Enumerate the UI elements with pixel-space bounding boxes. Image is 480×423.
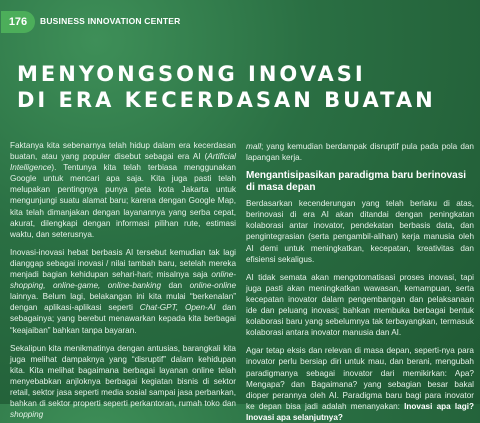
emphasis-text: Artificial Intelligence <box>10 152 236 173</box>
page-number-badge: 176 <box>1 11 35 33</box>
emphasis-text: shopping <box>10 410 44 420</box>
paragraph-text: Agar tetap eksis dan relevan di masa depan, seperti-nya para inovator perlu bersiap diri untuk mau, dan berani, mengubah paradigmanya sebagai inovator dari memikirkan: Apa? Mengapa? dan Bagaimana? yang sebagian besar bakal dioper perannya oleh AI. Paradigma baru bagi para inovator ke depan bisa jadi adalah menanyakan: <box>246 346 474 411</box>
right-text-column <box>246 141 474 422</box>
paragraph <box>246 345 474 423</box>
left-text-column <box>10 140 237 420</box>
paragraph-text: Faktanya kita sebenarnya telah hidup dalam era kecerdasan buatan, atau yang populer disebut sebagai era AI ( <box>10 141 236 162</box>
article-title-line-1: MENYONGSONG INOVASI <box>17 62 366 86</box>
paragraph-text: lainnya. Belum lagi, belakangan ini kita mulai “berkenalan” dengan aplikasi-aplikasi seperti <box>10 292 236 313</box>
paragraph-text: ). Tentunya kita telah terbiasa menggunakan Google untuk mencari apa saja. Kita juga pasti telah melupakan pentingnya punya peta kota Jakarta untuk mengunjungi suatu alamat baru; karena dengan Google Map, kita telah dimanjakan dengan layanannya yang serba cepat, akurat, dilengkapi dengan informasi pilihan rute, estimasi waktu, dan seterusnya. <box>10 163 236 239</box>
paragraph: AI tidak semata akan mengotomatisasi proses inovasi, tapi juga pasti akan meningkatkan wawasan, kemampuan, serta kecepatan inovator dalam pengembangan dan pelaksanaan ide dan peluang inovasi; bahkan membuka berbagai bentuk kolaborasi baru yang sebelumnya tak terbayangkan, termasuk kolaborasi antara inovator manusia dan AI. <box>246 272 474 338</box>
paragraph-text: Sekalipun kita menikmatinya dengan antusias, barangkali kita juga melihat dampaknya yang “disruptif” dalam kehidupan kita. Kita melihat bagaimana berbagai layanan online telah menyebabkan anjloknya berbagai kegiatan bisnis di sektor retail, sektor jasa seperti media sosial sampai jasa perbankan, bahkan di sektor properti seperti perkantoran, rumah toko dan <box>10 343 236 409</box>
section-heading: Mengantisipasikan paradigma baru berinovasi di masa depan <box>246 170 467 194</box>
emphasis-text: Chat-GPT, Open-AI <box>139 303 216 313</box>
paragraph <box>246 141 474 163</box>
section-label: BUSINESS INNOVATION CENTER <box>40 16 181 26</box>
paragraph-text: dan sebagainya; yang berebut menawarkan kepada kita berbagai “keajaiban” bahkan tanpa bayaran. <box>10 303 237 335</box>
paragraph-text: ; yang kemudian berdampak disruptif pula pada pola dan lapangan kerja. <box>246 142 474 163</box>
emphasis-text: online-shopping, online-game, online-banking <box>10 270 236 291</box>
article-title-line-2: DI ERA KECERDASAN BUATAN <box>17 88 436 112</box>
paragraph-text: dan <box>161 281 190 291</box>
paragraph <box>10 140 236 240</box>
paragraph: Berdasarkan kecenderungan yang telah berlaku di atas, berinovasi di era AI akan ditandai dengan peningkatan kolaborasi antar inovator, pendekatan berbasis data, dan pengintegrasian (serta pengambil-alihan) kerja manusia oleh AI demi untuk meningkatkan, kecepatan, kreativitas dan efisiensi sekaligus. <box>246 199 474 264</box>
emphasis-text: online-online <box>189 281 236 291</box>
paragraph-text: Inovasi-inovasi hebat berbasis AI tersebut kemudian tak lagi dianggap sebagai inovasi / nilai tambah baru, setelah mereka menjadi bagian kehidupan sehari-hari; misalnya saja <box>10 247 236 280</box>
emphasis-text: mall <box>246 142 262 151</box>
paragraph <box>10 247 236 336</box>
paragraph <box>10 343 236 421</box>
bold-question-text: Inovasi apa lagi? Inovasi apa selanjutnya? <box>246 401 474 422</box>
